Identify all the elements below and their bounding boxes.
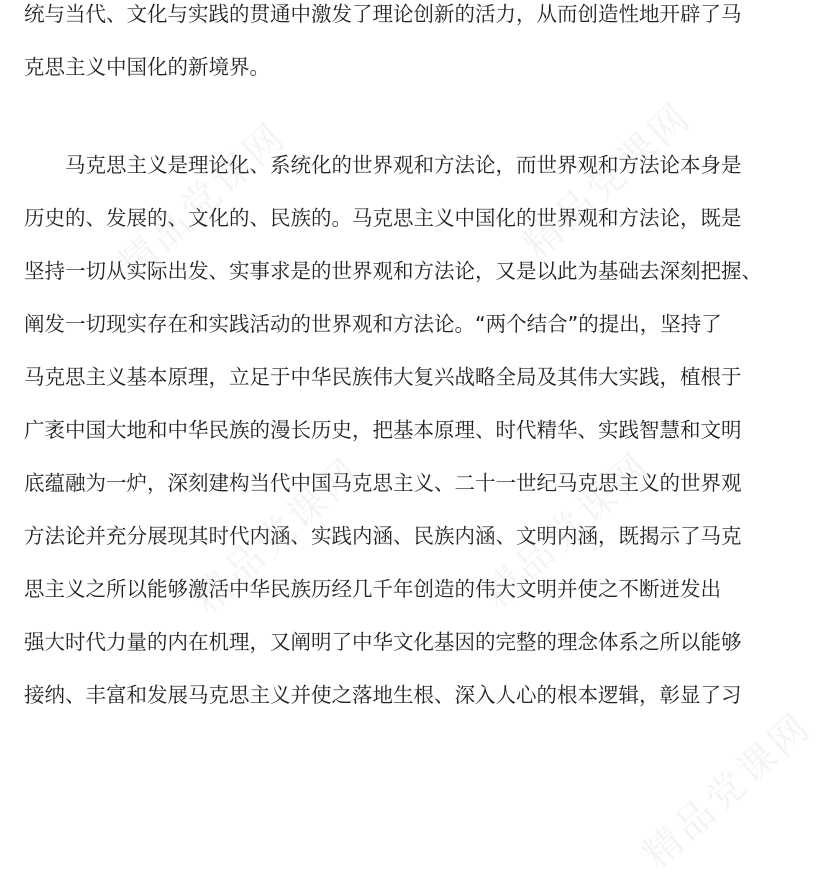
text-line: 历史的、发展的、文化的、民族的。马克思主义中国化的世界观和方法论，既是 xyxy=(24,206,742,230)
watermark: 精品党课网 xyxy=(109,113,296,287)
watermark: 精品党课网 xyxy=(634,703,821,877)
paragraph-main xyxy=(24,139,776,722)
text-line: 方法论并充分展现其时代内涵、实践内涵、民族内涵、文明内涵，既揭示了马克 xyxy=(24,524,742,548)
watermark: 精品党课网 xyxy=(474,443,661,617)
watermark: 精品党课网 xyxy=(184,448,371,622)
text-line: 坚持一切从实际出发、实事求是的世界观和方法论，又是以此为基础去深刻把握、 xyxy=(24,259,762,283)
text-line: 强大时代力量的内在机理，又阐明了中华文化基因的完整的理念体系之所以能够 xyxy=(24,630,742,654)
text-line: 阐发一切现实存在和实践活动的世界观和方法论。“两个结合”的提出，坚持了 xyxy=(24,312,722,336)
text-line: 思主义之所以能够激活中华民族历经几千年创造的伟大文明并使之不断迸发出 xyxy=(24,577,721,601)
text-line-content: 马克思主义是理论化、系统化的世界观和方法论，而世界观和方法论本身是 xyxy=(65,153,742,177)
text-line: 广袤中国大地和中华民族的漫长历史，把基本原理、时代精华、实践智慧和文明 xyxy=(24,418,742,442)
text-line: 统与当代、文化与实践的贯通中激发了理论创新的活力，从而创造性地开辟了马 xyxy=(24,2,742,26)
text-line: 底蕴融为一炉，深刻建构当代中国马克思主义、二十一世纪马克思主义的世界观 xyxy=(24,471,742,495)
text-line: 接纳、丰富和发展马克思主义并使之落地生根、深入人心的根本逻辑，彰显了习 xyxy=(24,683,742,707)
text-line-indented xyxy=(24,139,776,192)
text-line: 马克思主义基本原理，立足于中华民族伟大复兴战略全局及其伟大实践，植根于 xyxy=(24,365,742,389)
watermark: 精品党课网 xyxy=(514,93,701,267)
paragraph-top xyxy=(24,0,776,94)
text-line: 克思主义中国化的新境界。 xyxy=(24,55,270,79)
